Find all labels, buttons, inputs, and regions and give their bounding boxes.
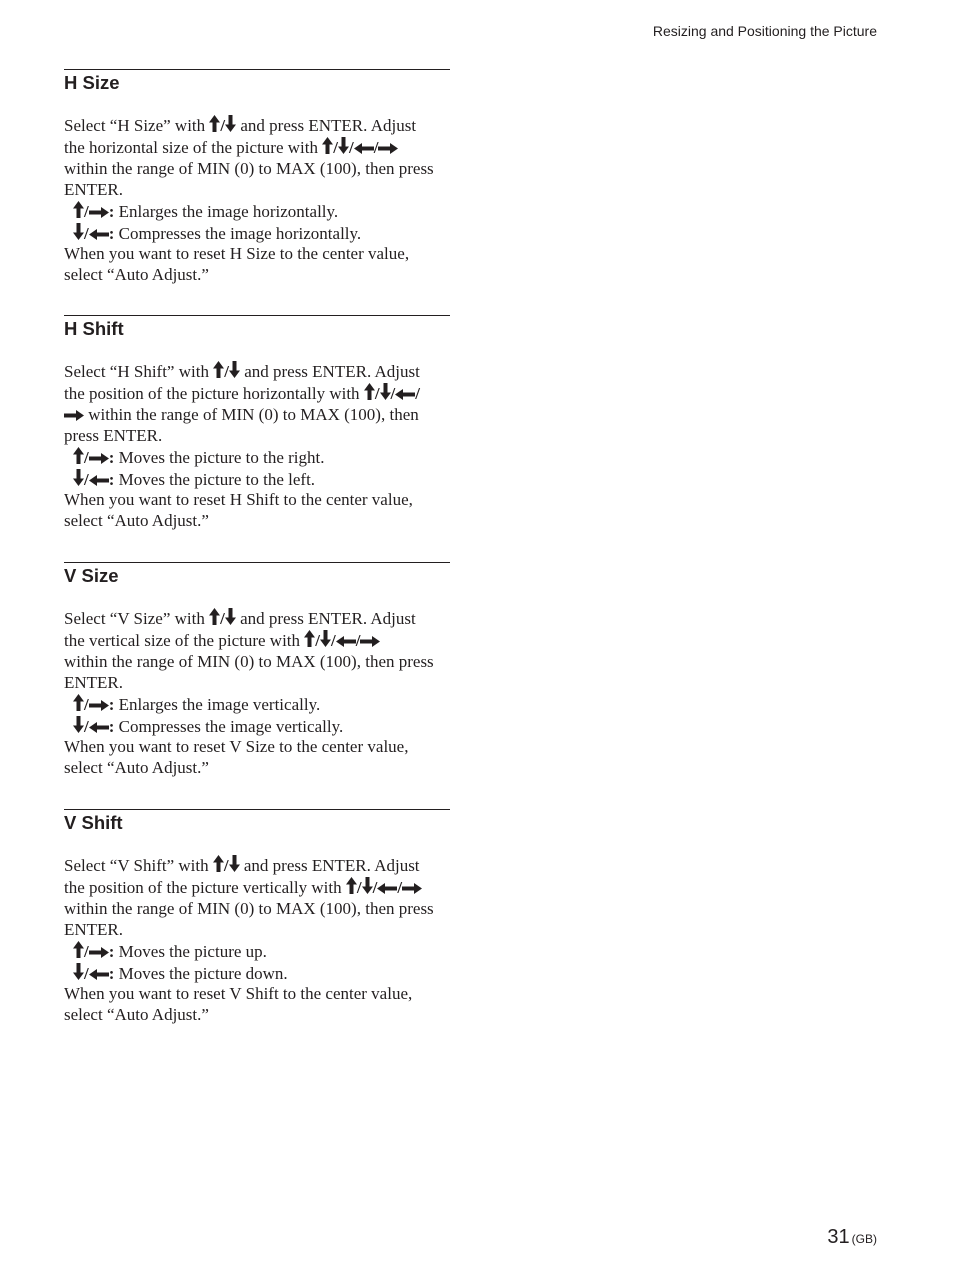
up-arrow-icon [209, 608, 220, 625]
text-line: When you want to reset H Size to the center value, [64, 244, 410, 264]
item-colon: : [108, 941, 115, 961]
section-rule [64, 562, 450, 563]
item-text: Enlarges the image horizontally. [114, 201, 339, 221]
up-arrow-icon [346, 877, 357, 894]
text-line: within the range of MIN (0) to MAX (100), then press [64, 898, 434, 918]
down-arrow-icon [362, 877, 373, 894]
item-text: Moves the picture down. [114, 963, 288, 983]
down-arrow-icon [229, 361, 240, 378]
text-line: the position of the picture vertically with / / / [64, 877, 450, 899]
right-arrow-icon [89, 453, 109, 464]
text: and press ENTER. Adjust [240, 116, 417, 135]
list-item: / : Moves the picture up. [64, 941, 450, 963]
text-line: ENTER. [64, 672, 124, 692]
up-arrow-icon [364, 383, 375, 400]
item-colon: : [108, 963, 115, 983]
down-arrow-icon [380, 383, 391, 400]
section-title: H Shift [64, 318, 124, 339]
left-arrow-icon [395, 389, 415, 400]
text: Select “H Size” with [64, 116, 206, 135]
section-v-size [64, 562, 450, 779]
text-line: When you want to reset V Shift to the center value, [64, 984, 413, 1004]
right-arrow-icon [64, 410, 84, 421]
text-line [64, 405, 450, 426]
text-line: the horizontal size of the picture with / / / [64, 137, 450, 159]
item-text: Compresses the image vertically. [114, 716, 344, 736]
right-arrow-icon [89, 947, 109, 958]
left-arrow-icon [377, 883, 397, 894]
list-item: / : Moves the picture to the right. [64, 447, 450, 469]
section-h-size [64, 69, 450, 286]
left-arrow-icon [89, 475, 109, 486]
text-line: select “Auto Adjust.” [64, 511, 209, 531]
item-text: Enlarges the image vertically. [114, 694, 321, 714]
up-arrow-icon [213, 855, 224, 872]
left-arrow-icon [89, 969, 109, 980]
item-text: Moves the picture to the left. [114, 469, 316, 489]
page-number [827, 1226, 877, 1249]
item-text: Compresses the image horizontally. [114, 223, 362, 243]
text-line: Select “V Shift” with / and press ENTER. Adjust [64, 856, 420, 875]
left-arrow-icon [354, 143, 374, 154]
text-line: When you want to reset H Shift to the center value, [64, 490, 413, 510]
section-title: H Size [64, 72, 120, 93]
text-line: select “Auto Adjust.” [64, 1005, 209, 1025]
down-arrow-icon [73, 469, 84, 486]
text-line: select “Auto Adjust.” [64, 758, 209, 778]
down-arrow-icon [73, 963, 84, 980]
section-body [64, 608, 450, 779]
down-arrow-icon [229, 855, 240, 872]
text-line: Select “H Size” with / and press ENTER. Adjust [64, 116, 417, 135]
up-arrow-icon [209, 115, 220, 132]
section-rule [64, 69, 450, 70]
section-h-shift [64, 315, 450, 532]
page-number-value: 31 [827, 1226, 850, 1248]
list-item: / : Enlarges the image horizontally. [64, 201, 450, 223]
down-arrow-icon [225, 115, 236, 132]
left-arrow-icon [336, 636, 356, 647]
text-line: ENTER. [64, 179, 124, 199]
up-arrow-icon [304, 630, 315, 647]
right-arrow-icon [402, 883, 422, 894]
down-arrow-icon [338, 137, 349, 154]
text-line: Select “V Size” with / and press ENTER. Adjust [64, 609, 416, 628]
text: and press ENTER. Adjust [240, 609, 416, 628]
right-arrow-icon [89, 700, 109, 711]
up-arrow-icon [322, 137, 333, 154]
left-arrow-icon [89, 722, 109, 733]
item-colon: : [108, 469, 115, 489]
section-rule [64, 809, 450, 810]
up-arrow-icon [73, 447, 84, 464]
up-arrow-icon [73, 694, 84, 711]
text: the position of the picture vertically with [64, 877, 342, 897]
down-arrow-icon [73, 223, 84, 240]
section-rule [64, 315, 450, 316]
item-colon: : [108, 223, 115, 243]
text: the horizontal size of the picture with [64, 137, 318, 157]
item-text: Moves the picture up. [114, 941, 267, 961]
text: the vertical size of the picture with [64, 630, 301, 650]
text-line: ENTER. [64, 919, 124, 939]
text: Select “H Shift” with [64, 362, 209, 381]
item-colon: : [108, 694, 115, 714]
list-item: / : Moves the picture to the left. [64, 469, 450, 491]
up-arrow-icon [213, 361, 224, 378]
text: and press ENTER. Adjust [244, 362, 420, 381]
text: the position of the picture horizontally with [64, 383, 360, 403]
down-arrow-icon [225, 608, 236, 625]
section-title: V Shift [64, 812, 123, 833]
text-line: within the range of MIN (0) to MAX (100), then press [64, 158, 434, 178]
text-line: select “Auto Adjust.” [64, 265, 209, 285]
left-arrow-icon [89, 229, 109, 240]
list-item: / : Compresses the image horizontally. [64, 223, 450, 245]
up-arrow-icon [73, 201, 84, 218]
text-line: within the range of MIN (0) to MAX (100), then press [64, 651, 434, 671]
down-arrow-icon [320, 630, 331, 647]
list-item: / : Moves the picture down. [64, 963, 450, 985]
section-v-shift [64, 809, 450, 1026]
list-item: / : Compresses the image vertically. [64, 716, 450, 738]
section-body [64, 361, 450, 532]
item-colon: : [108, 447, 115, 467]
page-region: (GB) [851, 1232, 877, 1246]
section-title: V Size [64, 565, 119, 586]
running-head: Resizing and Positioning the Picture [652, 23, 877, 39]
list-item: / : Enlarges the image vertically. [64, 694, 450, 716]
text: and press ENTER. Adjust [243, 856, 420, 875]
item-colon: : [108, 716, 115, 736]
right-arrow-icon [378, 143, 398, 154]
right-arrow-icon [89, 207, 109, 218]
text-line: Select “H Shift” with / and press ENTER. Adjust [64, 362, 420, 381]
down-arrow-icon [73, 716, 84, 733]
text-line: the position of the picture horizontally with / / / [64, 383, 421, 403]
text: Select “V Size” with [64, 609, 205, 628]
right-arrow-icon [360, 636, 380, 647]
text-line: the vertical size of the picture with / / / [64, 630, 450, 652]
up-arrow-icon [73, 941, 84, 958]
item-text: Moves the picture to the right. [114, 447, 325, 467]
section-body [64, 115, 450, 286]
text-line: When you want to reset V Size to the center value, [64, 737, 409, 757]
item-colon: : [108, 201, 115, 221]
section-body [64, 855, 450, 1026]
text: within the range of MIN (0) to MAX (100), then [88, 404, 419, 424]
text: Select “V Shift” with [64, 856, 209, 875]
text-line: press ENTER. [64, 425, 163, 445]
